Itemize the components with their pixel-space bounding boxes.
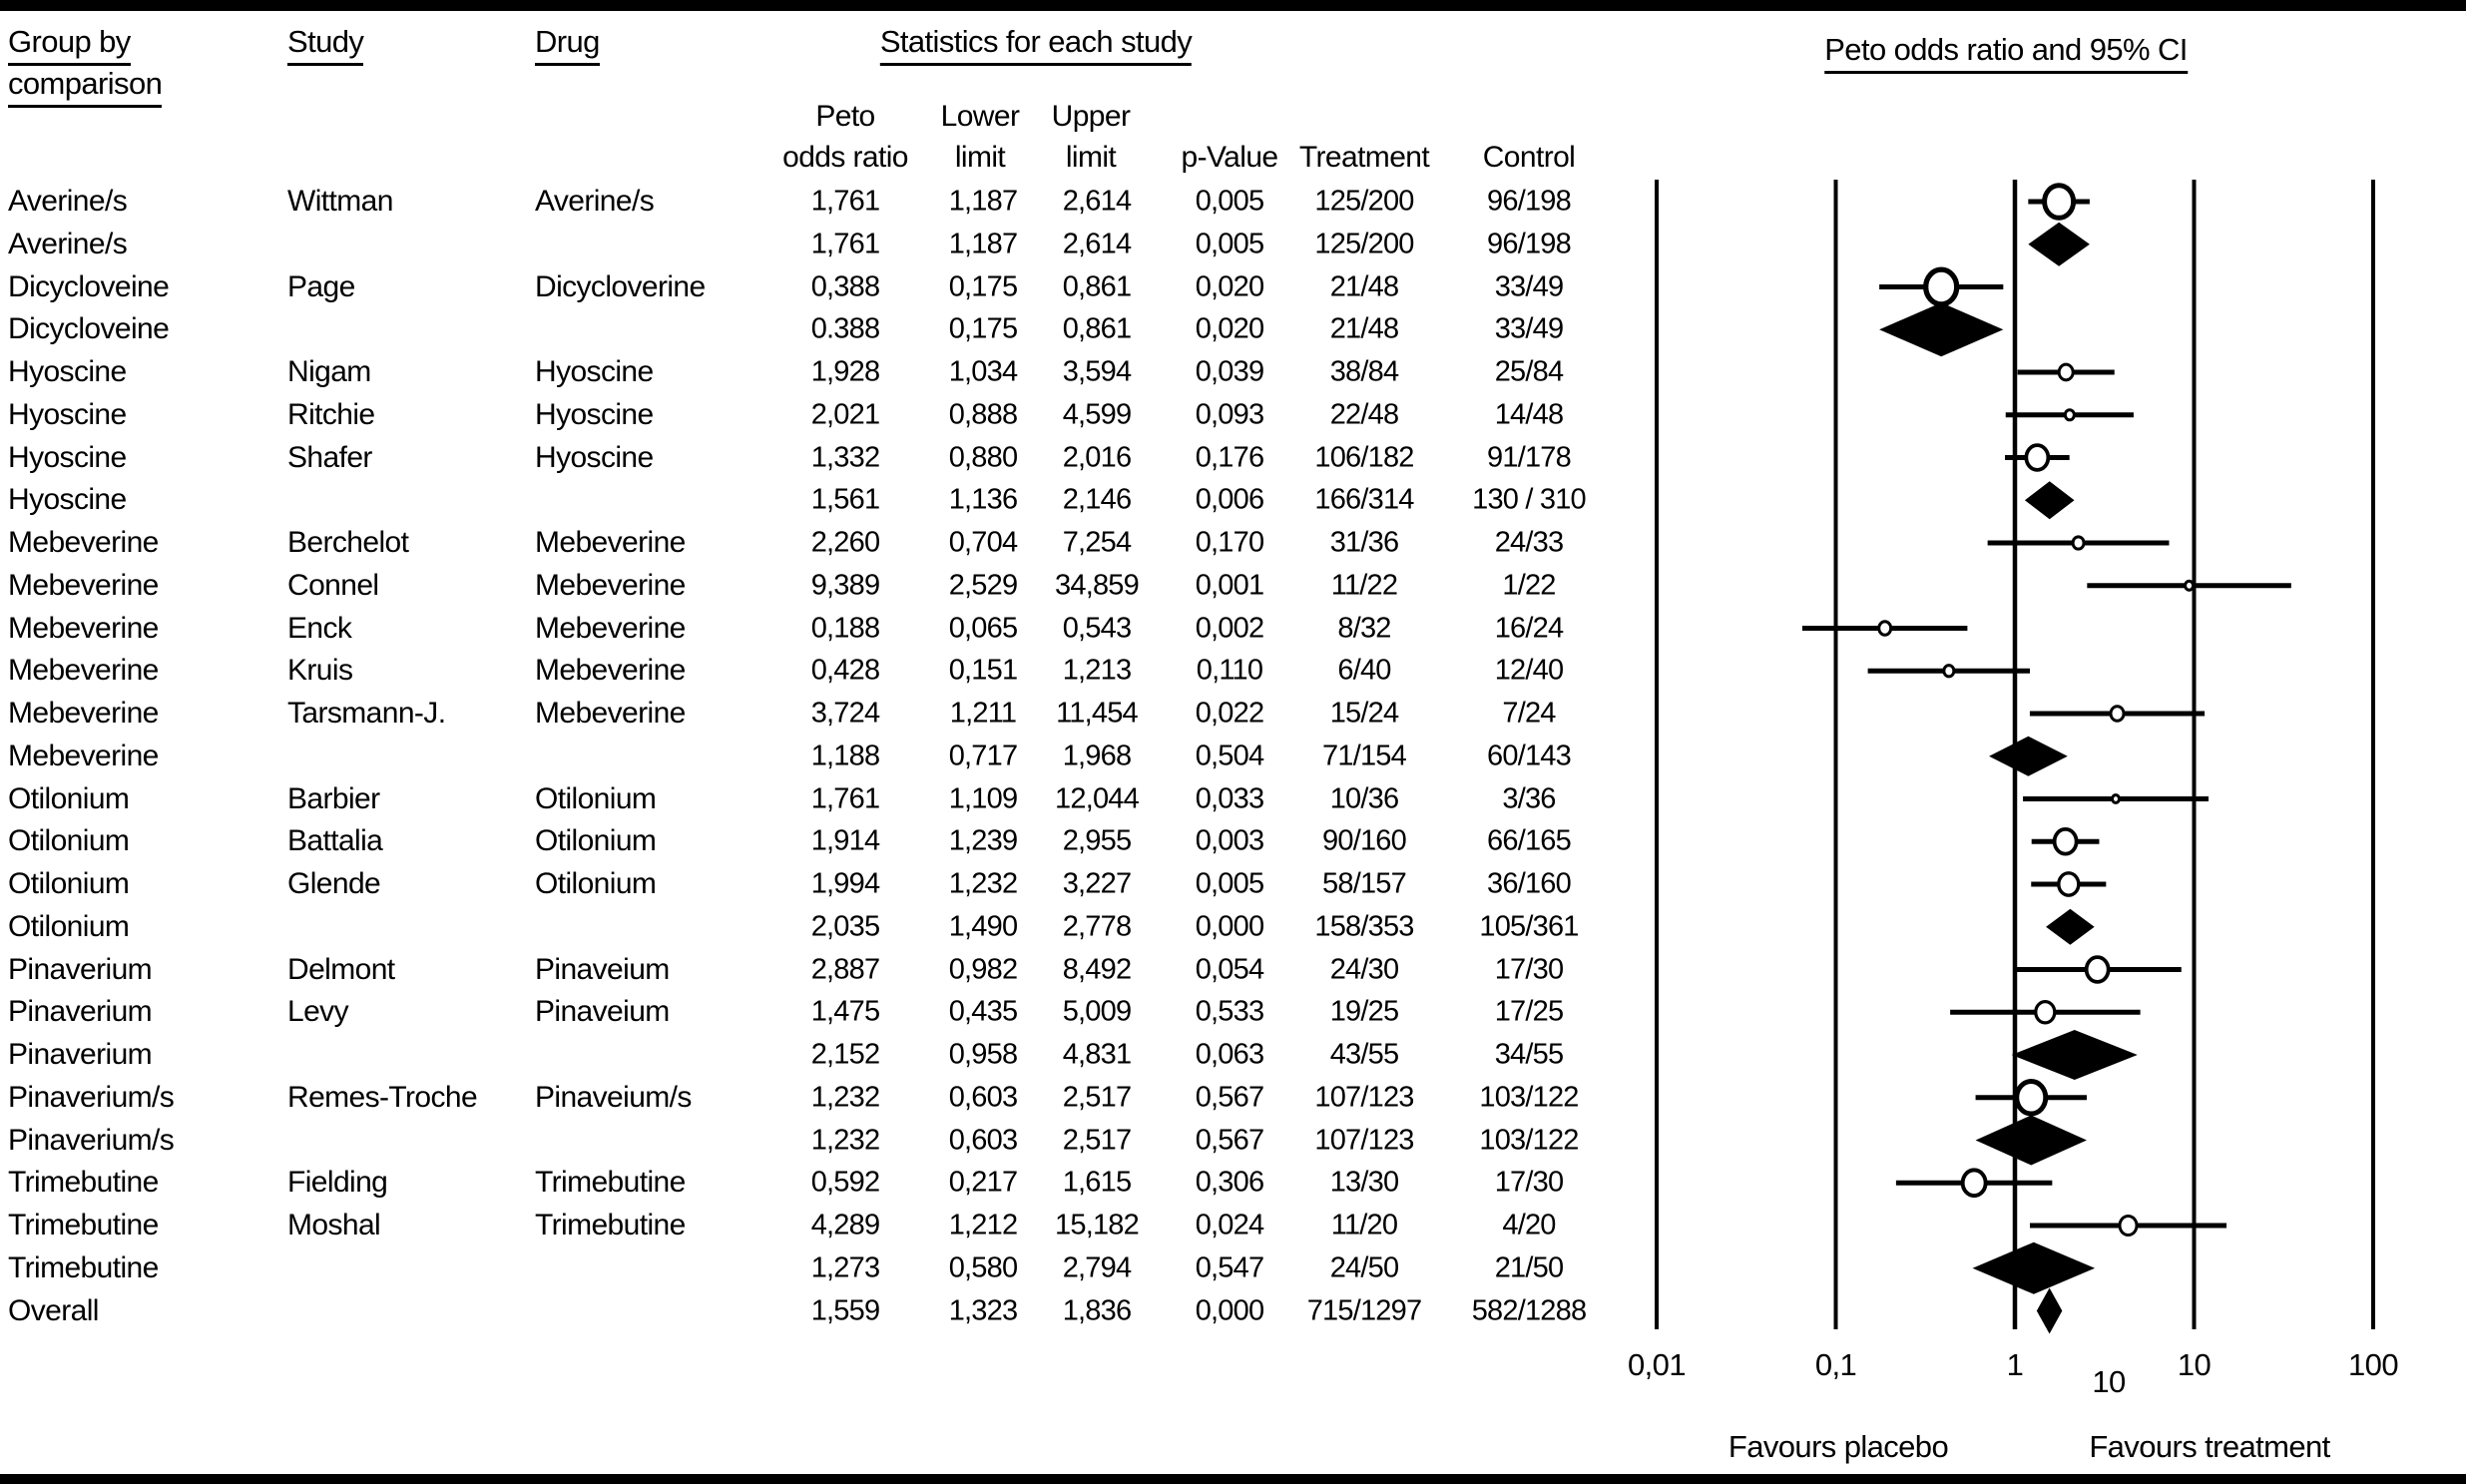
cell-group: Mebeverine xyxy=(8,611,159,645)
cell-treatment: 166/314 xyxy=(1314,483,1414,516)
cell-lower-limit: 1,212 xyxy=(948,1209,1018,1241)
cell-drug: Trimebutine xyxy=(535,1209,686,1241)
cell-treatment: 125/200 xyxy=(1314,185,1414,218)
cell-treatment: 715/1297 xyxy=(1306,1294,1422,1326)
summary-diamond xyxy=(2037,1288,2063,1334)
cell-p-value: 0,020 xyxy=(1195,312,1264,345)
cell-study: Shafer xyxy=(287,440,372,474)
cell-upper-limit: 34,859 xyxy=(1055,569,1139,602)
cell-lower-limit: 1,034 xyxy=(948,355,1018,388)
cell-p-value: 0,567 xyxy=(1195,1124,1264,1156)
cell-treatment: 38/84 xyxy=(1329,355,1399,388)
cell-drug: Otilonium xyxy=(535,781,657,815)
cell-treatment: 13/30 xyxy=(1329,1166,1399,1199)
cell-treatment: 125/200 xyxy=(1314,228,1414,260)
cell-control: 25/84 xyxy=(1494,355,1564,388)
cell-p-value: 0,054 xyxy=(1195,953,1264,985)
cell-control: 14/48 xyxy=(1494,398,1564,431)
cell-group: Trimebutine xyxy=(8,1166,159,1200)
favours-treatment-label: Favours treatment xyxy=(2089,1429,2330,1464)
cell-peto-odds-ratio: 2,260 xyxy=(810,526,880,559)
cell-group: Otilonium xyxy=(8,867,130,900)
x-tick-label: 0,01 xyxy=(1628,1347,1686,1382)
cell-treatment: 11/20 xyxy=(1330,1209,1398,1241)
cell-p-value: 0,003 xyxy=(1195,824,1264,857)
cell-p-value: 0,001 xyxy=(1195,569,1264,602)
cell-peto-odds-ratio: 1,914 xyxy=(810,824,880,857)
cell-lower-limit: 1,211 xyxy=(949,697,1017,730)
x-tick-label-extra: 10 xyxy=(2092,1364,2126,1399)
cell-upper-limit: 1,615 xyxy=(1062,1166,1132,1199)
cell-p-value: 0,306 xyxy=(1195,1166,1264,1199)
cell-treatment: 11/22 xyxy=(1330,569,1398,602)
cell-control: 24/33 xyxy=(1494,526,1564,559)
cell-lower-limit: 0,435 xyxy=(948,995,1018,1028)
cell-control: 33/49 xyxy=(1494,312,1564,345)
study-header: Study xyxy=(287,24,363,66)
cell-upper-limit: 1,213 xyxy=(1062,654,1132,687)
cell-drug: Trimebutine xyxy=(535,1166,686,1200)
cell-lower-limit: 0,717 xyxy=(948,740,1018,772)
cell-peto-odds-ratio: 1,232 xyxy=(810,1124,880,1156)
study-marker-circle xyxy=(2017,1082,2046,1114)
cell-control: 66/165 xyxy=(1487,824,1571,857)
summary-diamond xyxy=(1976,1116,2087,1166)
cell-control: 1/22 xyxy=(1502,569,1556,602)
cell-upper-limit: 2,146 xyxy=(1062,483,1132,516)
cell-control: 96/198 xyxy=(1487,228,1571,260)
cell-control: 21/50 xyxy=(1494,1251,1564,1284)
cell-peto-odds-ratio: 3,724 xyxy=(810,697,880,730)
cell-peto-odds-ratio: 1,273 xyxy=(810,1251,880,1284)
cell-lower-limit: 0,603 xyxy=(948,1081,1018,1114)
study-marker-circle xyxy=(2059,873,2079,895)
cell-upper-limit: 15,182 xyxy=(1055,1209,1139,1241)
cell-control: 7/24 xyxy=(1502,697,1556,730)
study-marker-circle xyxy=(2065,410,2074,420)
cell-drug: Dicycloverine xyxy=(535,269,706,303)
cell-upper-limit: 7,254 xyxy=(1062,526,1132,559)
cell-control: 91/178 xyxy=(1487,441,1571,473)
cell-study: Delmont xyxy=(287,952,395,986)
summary-diamond xyxy=(1989,737,2068,776)
x-tick-label: 100 xyxy=(2348,1347,2398,1382)
cell-group: Pinaverium/s xyxy=(8,1080,175,1114)
cell-p-value: 0,005 xyxy=(1195,867,1264,900)
cell-treatment: 21/48 xyxy=(1329,312,1399,345)
cell-group: Trimebutine xyxy=(8,1209,159,1241)
summary-diamond xyxy=(2012,1030,2138,1080)
cell-study: Remes-Troche xyxy=(287,1080,478,1114)
cell-p-value: 0,567 xyxy=(1195,1081,1264,1114)
study-marker-circle xyxy=(2059,364,2073,380)
cell-drug: Hyoscine xyxy=(535,397,654,431)
study-marker-circle xyxy=(2120,1216,2137,1235)
plot-title: Peto odds ratio and 95% CI xyxy=(1824,32,2188,74)
cell-control: 130 / 310 xyxy=(1472,483,1586,516)
cell-control: 17/25 xyxy=(1494,995,1564,1028)
statistics-header: Statistics for each study xyxy=(880,24,1192,66)
cell-lower-limit: 1,187 xyxy=(948,228,1018,260)
cell-control: 96/198 xyxy=(1487,185,1571,218)
cell-upper-limit: 1,968 xyxy=(1062,740,1132,772)
study-marker-circle xyxy=(1926,269,1957,304)
cell-upper-limit: 2,517 xyxy=(1062,1124,1132,1156)
summary-diamond xyxy=(1973,1242,2096,1294)
cell-upper-limit: 3,227 xyxy=(1062,867,1132,900)
cell-group: Averine/s xyxy=(8,227,128,260)
group-header-line2: comparison xyxy=(8,66,162,108)
cell-treatment: 106/182 xyxy=(1314,441,1414,473)
x-tick-label: 10 xyxy=(2177,1347,2212,1382)
cell-p-value: 0,533 xyxy=(1195,995,1264,1028)
cell-lower-limit: 2,529 xyxy=(948,569,1018,602)
cell-lower-limit: 0,982 xyxy=(948,953,1018,985)
cell-upper-limit: 8,492 xyxy=(1062,953,1132,985)
cell-upper-limit: 0,543 xyxy=(1062,612,1132,644)
cell-treatment: 158/353 xyxy=(1314,910,1414,943)
cell-group: Dicycloveine xyxy=(8,269,170,303)
cell-group: Mebeverine xyxy=(8,697,159,730)
cell-treatment: 6/40 xyxy=(1337,654,1391,687)
cell-peto-odds-ratio: 1,994 xyxy=(810,867,880,900)
cell-treatment: 22/48 xyxy=(1329,398,1399,431)
cell-peto-odds-ratio: 1,188 xyxy=(810,740,880,772)
study-marker-circle xyxy=(2055,829,2077,854)
treatment-subheader: Treatment xyxy=(1298,141,1430,174)
cell-lower-limit: 0,217 xyxy=(948,1166,1018,1199)
cell-upper-limit: 2,016 xyxy=(1062,441,1132,473)
upper-limit-subheader: Upper limit xyxy=(1051,100,1131,174)
cell-peto-odds-ratio: 1,561 xyxy=(810,483,880,516)
cell-control: 12/40 xyxy=(1494,654,1564,687)
cell-peto-odds-ratio: 9,389 xyxy=(810,569,880,602)
cell-p-value: 0,504 xyxy=(1195,740,1264,772)
cell-lower-limit: 1,109 xyxy=(948,782,1018,814)
cell-p-value: 0,006 xyxy=(1195,483,1264,516)
cell-group: Hyoscine xyxy=(8,397,127,431)
cell-p-value: 0,000 xyxy=(1195,910,1264,943)
study-marker-circle xyxy=(2036,1002,2055,1023)
cell-peto-odds-ratio: 1,761 xyxy=(810,228,880,260)
cell-p-value: 0,022 xyxy=(1195,697,1264,730)
cell-control: 105/361 xyxy=(1479,910,1579,943)
cell-control: 3/36 xyxy=(1502,782,1556,814)
study-marker-circle xyxy=(2087,957,2109,982)
cell-p-value: 0,000 xyxy=(1195,1294,1264,1326)
cell-group: Hyoscine xyxy=(8,440,127,474)
control-subheader: Control xyxy=(1482,141,1576,174)
cell-control: 17/30 xyxy=(1494,1166,1564,1199)
cell-lower-limit: 0,880 xyxy=(948,441,1018,473)
cell-p-value: 0,170 xyxy=(1195,526,1264,559)
cell-study: Glende xyxy=(287,867,381,900)
cell-lower-limit: 0,603 xyxy=(948,1124,1018,1156)
x-tick-label: 0,1 xyxy=(1814,1347,1857,1382)
cell-p-value: 0,005 xyxy=(1195,185,1264,218)
cell-lower-limit: 0,888 xyxy=(948,398,1018,431)
cell-drug: Pinaveium xyxy=(535,952,670,986)
cell-treatment: 71/154 xyxy=(1322,740,1406,772)
cell-peto-odds-ratio: 1,928 xyxy=(810,355,880,388)
cell-drug: Mebeverine xyxy=(535,654,686,688)
cell-control: 4/20 xyxy=(1502,1209,1556,1241)
cell-study: Wittman xyxy=(287,185,393,218)
cell-p-value: 0,176 xyxy=(1195,441,1264,473)
cell-p-value: 0,020 xyxy=(1195,270,1264,302)
cell-upper-limit: 1,836 xyxy=(1062,1294,1132,1326)
study-marker-circle xyxy=(1963,1170,1986,1196)
cell-p-value: 0,093 xyxy=(1195,398,1264,431)
cell-treatment: 90/160 xyxy=(1322,824,1406,857)
cell-peto-odds-ratio: 1,232 xyxy=(810,1081,880,1114)
cell-peto-odds-ratio: 0.388 xyxy=(810,312,880,345)
cell-upper-limit: 2,778 xyxy=(1062,910,1132,943)
cell-lower-limit: 0,065 xyxy=(948,612,1018,644)
study-marker-circle xyxy=(1879,622,1891,635)
cell-control: 33/49 xyxy=(1494,270,1564,302)
cell-upper-limit: 0,861 xyxy=(1062,312,1132,345)
cell-group: Mebeverine xyxy=(8,739,159,772)
cell-peto-odds-ratio: 2,035 xyxy=(810,910,880,943)
cell-peto-odds-ratio: 0,428 xyxy=(810,654,880,687)
cell-study: Levy xyxy=(287,995,348,1029)
cell-peto-odds-ratio: 2,152 xyxy=(810,1038,880,1071)
cell-upper-limit: 11,454 xyxy=(1056,697,1138,730)
cell-p-value: 0,033 xyxy=(1195,782,1264,814)
cell-lower-limit: 0,151 xyxy=(948,654,1018,687)
cell-lower-limit: 1,323 xyxy=(948,1294,1018,1326)
study-marker-circle xyxy=(2073,537,2084,549)
cell-study: Barbier xyxy=(287,781,380,815)
cell-treatment: 43/55 xyxy=(1329,1038,1399,1071)
summary-diamond xyxy=(2028,223,2090,266)
cell-drug: Hyoscine xyxy=(535,440,654,474)
cell-control: 60/143 xyxy=(1487,740,1571,772)
cell-lower-limit: 0,580 xyxy=(948,1251,1018,1284)
cell-group: Pinaverium xyxy=(8,952,153,986)
favours-placebo-label: Favours placebo xyxy=(1727,1429,1949,1464)
cell-upper-limit: 2,794 xyxy=(1062,1251,1132,1284)
cell-peto-odds-ratio: 1,761 xyxy=(810,185,880,218)
study-marker-circle xyxy=(2186,581,2194,590)
cell-group: Trimebutine xyxy=(8,1250,159,1284)
cell-lower-limit: 0,175 xyxy=(948,270,1018,302)
cell-p-value: 0,547 xyxy=(1195,1251,1264,1284)
cell-lower-limit: 1,136 xyxy=(948,483,1018,516)
cell-p-value: 0,063 xyxy=(1195,1038,1264,1071)
cell-control: 103/122 xyxy=(1479,1081,1579,1114)
cell-group: Hyoscine xyxy=(8,355,127,388)
cell-control: 582/1288 xyxy=(1471,1294,1587,1326)
cell-control: 16/24 xyxy=(1494,612,1564,644)
cell-group: Pinaverium xyxy=(8,1038,153,1071)
cell-p-value: 0,110 xyxy=(1196,654,1263,687)
cell-treatment: 107/123 xyxy=(1314,1081,1414,1114)
cell-study: Berchelot xyxy=(287,526,409,559)
study-marker-circle xyxy=(2113,795,2120,803)
cell-drug: Averine/s xyxy=(535,185,655,218)
cell-peto-odds-ratio: 1,475 xyxy=(810,995,880,1028)
cell-peto-odds-ratio: 2,021 xyxy=(810,398,880,431)
cell-group: Otilonium xyxy=(8,909,130,943)
cell-upper-limit: 2,614 xyxy=(1062,185,1132,218)
cell-lower-limit: 0,958 xyxy=(948,1038,1018,1071)
summary-diamond xyxy=(1879,302,2003,356)
cell-group: Mebeverine xyxy=(8,654,159,688)
cell-study: Tarsmann-J. xyxy=(287,697,446,730)
cell-upper-limit: 0,861 xyxy=(1062,270,1132,302)
cell-drug: Otilonium xyxy=(535,867,657,900)
cell-control: 103/122 xyxy=(1479,1124,1579,1156)
cell-study: Fielding xyxy=(287,1166,388,1200)
cell-drug: Otilonium xyxy=(535,824,657,858)
cell-drug: Pinaveium xyxy=(535,995,670,1029)
cell-upper-limit: 4,831 xyxy=(1062,1038,1132,1071)
cell-treatment: 24/30 xyxy=(1329,953,1399,985)
cell-upper-limit: 5,009 xyxy=(1062,995,1132,1028)
cell-upper-limit: 4,599 xyxy=(1062,398,1132,431)
cell-treatment: 10/36 xyxy=(1329,782,1399,814)
group-header-line1: Group by xyxy=(8,24,131,66)
cell-drug: Mebeverine xyxy=(535,697,686,730)
p-value-subheader: p-Value xyxy=(1181,141,1278,174)
study-marker-circle xyxy=(1944,666,1954,677)
cell-treatment: 107/123 xyxy=(1314,1124,1414,1156)
cell-lower-limit: 1,187 xyxy=(948,185,1018,218)
cell-treatment: 24/50 xyxy=(1329,1251,1399,1284)
cell-upper-limit: 3,594 xyxy=(1062,355,1132,388)
cell-study: Nigam xyxy=(287,355,371,388)
cell-drug: Mebeverine xyxy=(535,568,686,602)
cell-treatment: 58/157 xyxy=(1322,867,1406,900)
cell-treatment: 15/24 xyxy=(1329,697,1399,730)
peto-odds-ratio-subheader: Peto odds ratio xyxy=(782,100,908,174)
cell-lower-limit: 0,704 xyxy=(948,526,1018,559)
study-marker-circle xyxy=(2026,445,2048,470)
cell-drug: Mebeverine xyxy=(535,526,686,559)
cell-study: Connel xyxy=(287,568,379,602)
cell-group: Hyoscine xyxy=(8,483,127,517)
summary-diamond xyxy=(2046,909,2095,945)
cell-p-value: 0,002 xyxy=(1195,612,1264,644)
cell-group: Mebeverine xyxy=(8,526,159,559)
cell-control: 17/30 xyxy=(1494,953,1564,985)
cell-lower-limit: 1,490 xyxy=(948,910,1018,943)
study-marker-circle xyxy=(2045,186,2074,218)
cell-group: Mebeverine xyxy=(8,568,159,602)
cell-drug: Hyoscine xyxy=(535,355,654,388)
cell-peto-odds-ratio: 4,289 xyxy=(810,1209,880,1241)
cell-group: Dicycloveine xyxy=(8,312,170,346)
cell-treatment: 21/48 xyxy=(1329,270,1399,302)
cell-p-value: 0,024 xyxy=(1195,1209,1264,1241)
cell-control: 36/160 xyxy=(1487,867,1571,900)
cell-treatment: 31/36 xyxy=(1329,526,1399,559)
cell-drug: Pinaveium/s xyxy=(535,1080,692,1114)
cell-upper-limit: 12,044 xyxy=(1055,782,1139,814)
cell-peto-odds-ratio: 1,559 xyxy=(810,1294,880,1326)
cell-drug: Mebeverine xyxy=(535,611,686,645)
cell-group: Averine/s xyxy=(8,185,128,218)
cell-treatment: 8/32 xyxy=(1337,612,1391,644)
cell-study: Ritchie xyxy=(287,397,375,431)
cell-study: Kruis xyxy=(287,654,353,688)
drug-header: Drug xyxy=(535,24,600,66)
cell-upper-limit: 2,614 xyxy=(1062,228,1132,260)
cell-treatment: 19/25 xyxy=(1329,995,1399,1028)
cell-study: Page xyxy=(287,269,355,303)
cell-peto-odds-ratio: 1,761 xyxy=(810,782,880,814)
cell-lower-limit: 0,175 xyxy=(948,312,1018,345)
cell-study: Enck xyxy=(287,611,352,645)
summary-diamond xyxy=(2025,481,2075,519)
cell-peto-odds-ratio: 0,188 xyxy=(810,612,880,644)
cell-study: Moshal xyxy=(287,1209,381,1241)
cell-study: Battalia xyxy=(287,824,383,858)
x-tick-label: 1 xyxy=(2006,1347,2024,1382)
cell-group: Otilonium xyxy=(8,824,130,858)
study-marker-circle xyxy=(2111,707,2124,722)
cell-peto-odds-ratio: 0,388 xyxy=(810,270,880,302)
cell-lower-limit: 1,239 xyxy=(948,824,1018,857)
cell-upper-limit: 2,517 xyxy=(1062,1081,1132,1114)
cell-group: Pinaverium/s xyxy=(8,1123,175,1157)
cell-group: Otilonium xyxy=(8,781,130,815)
cell-peto-odds-ratio: 1,332 xyxy=(810,441,880,473)
cell-group: Pinaverium xyxy=(8,995,153,1029)
cell-peto-odds-ratio: 2,887 xyxy=(810,953,880,985)
cell-control: 34/55 xyxy=(1494,1038,1564,1071)
cell-peto-odds-ratio: 0,592 xyxy=(810,1166,880,1199)
cell-p-value: 0,039 xyxy=(1195,355,1264,388)
cell-group: Overall xyxy=(8,1293,99,1327)
cell-p-value: 0,005 xyxy=(1195,228,1264,260)
cell-upper-limit: 2,955 xyxy=(1062,824,1132,857)
cell-lower-limit: 1,232 xyxy=(948,867,1018,900)
lower-limit-subheader: Lower limit xyxy=(940,100,1020,174)
